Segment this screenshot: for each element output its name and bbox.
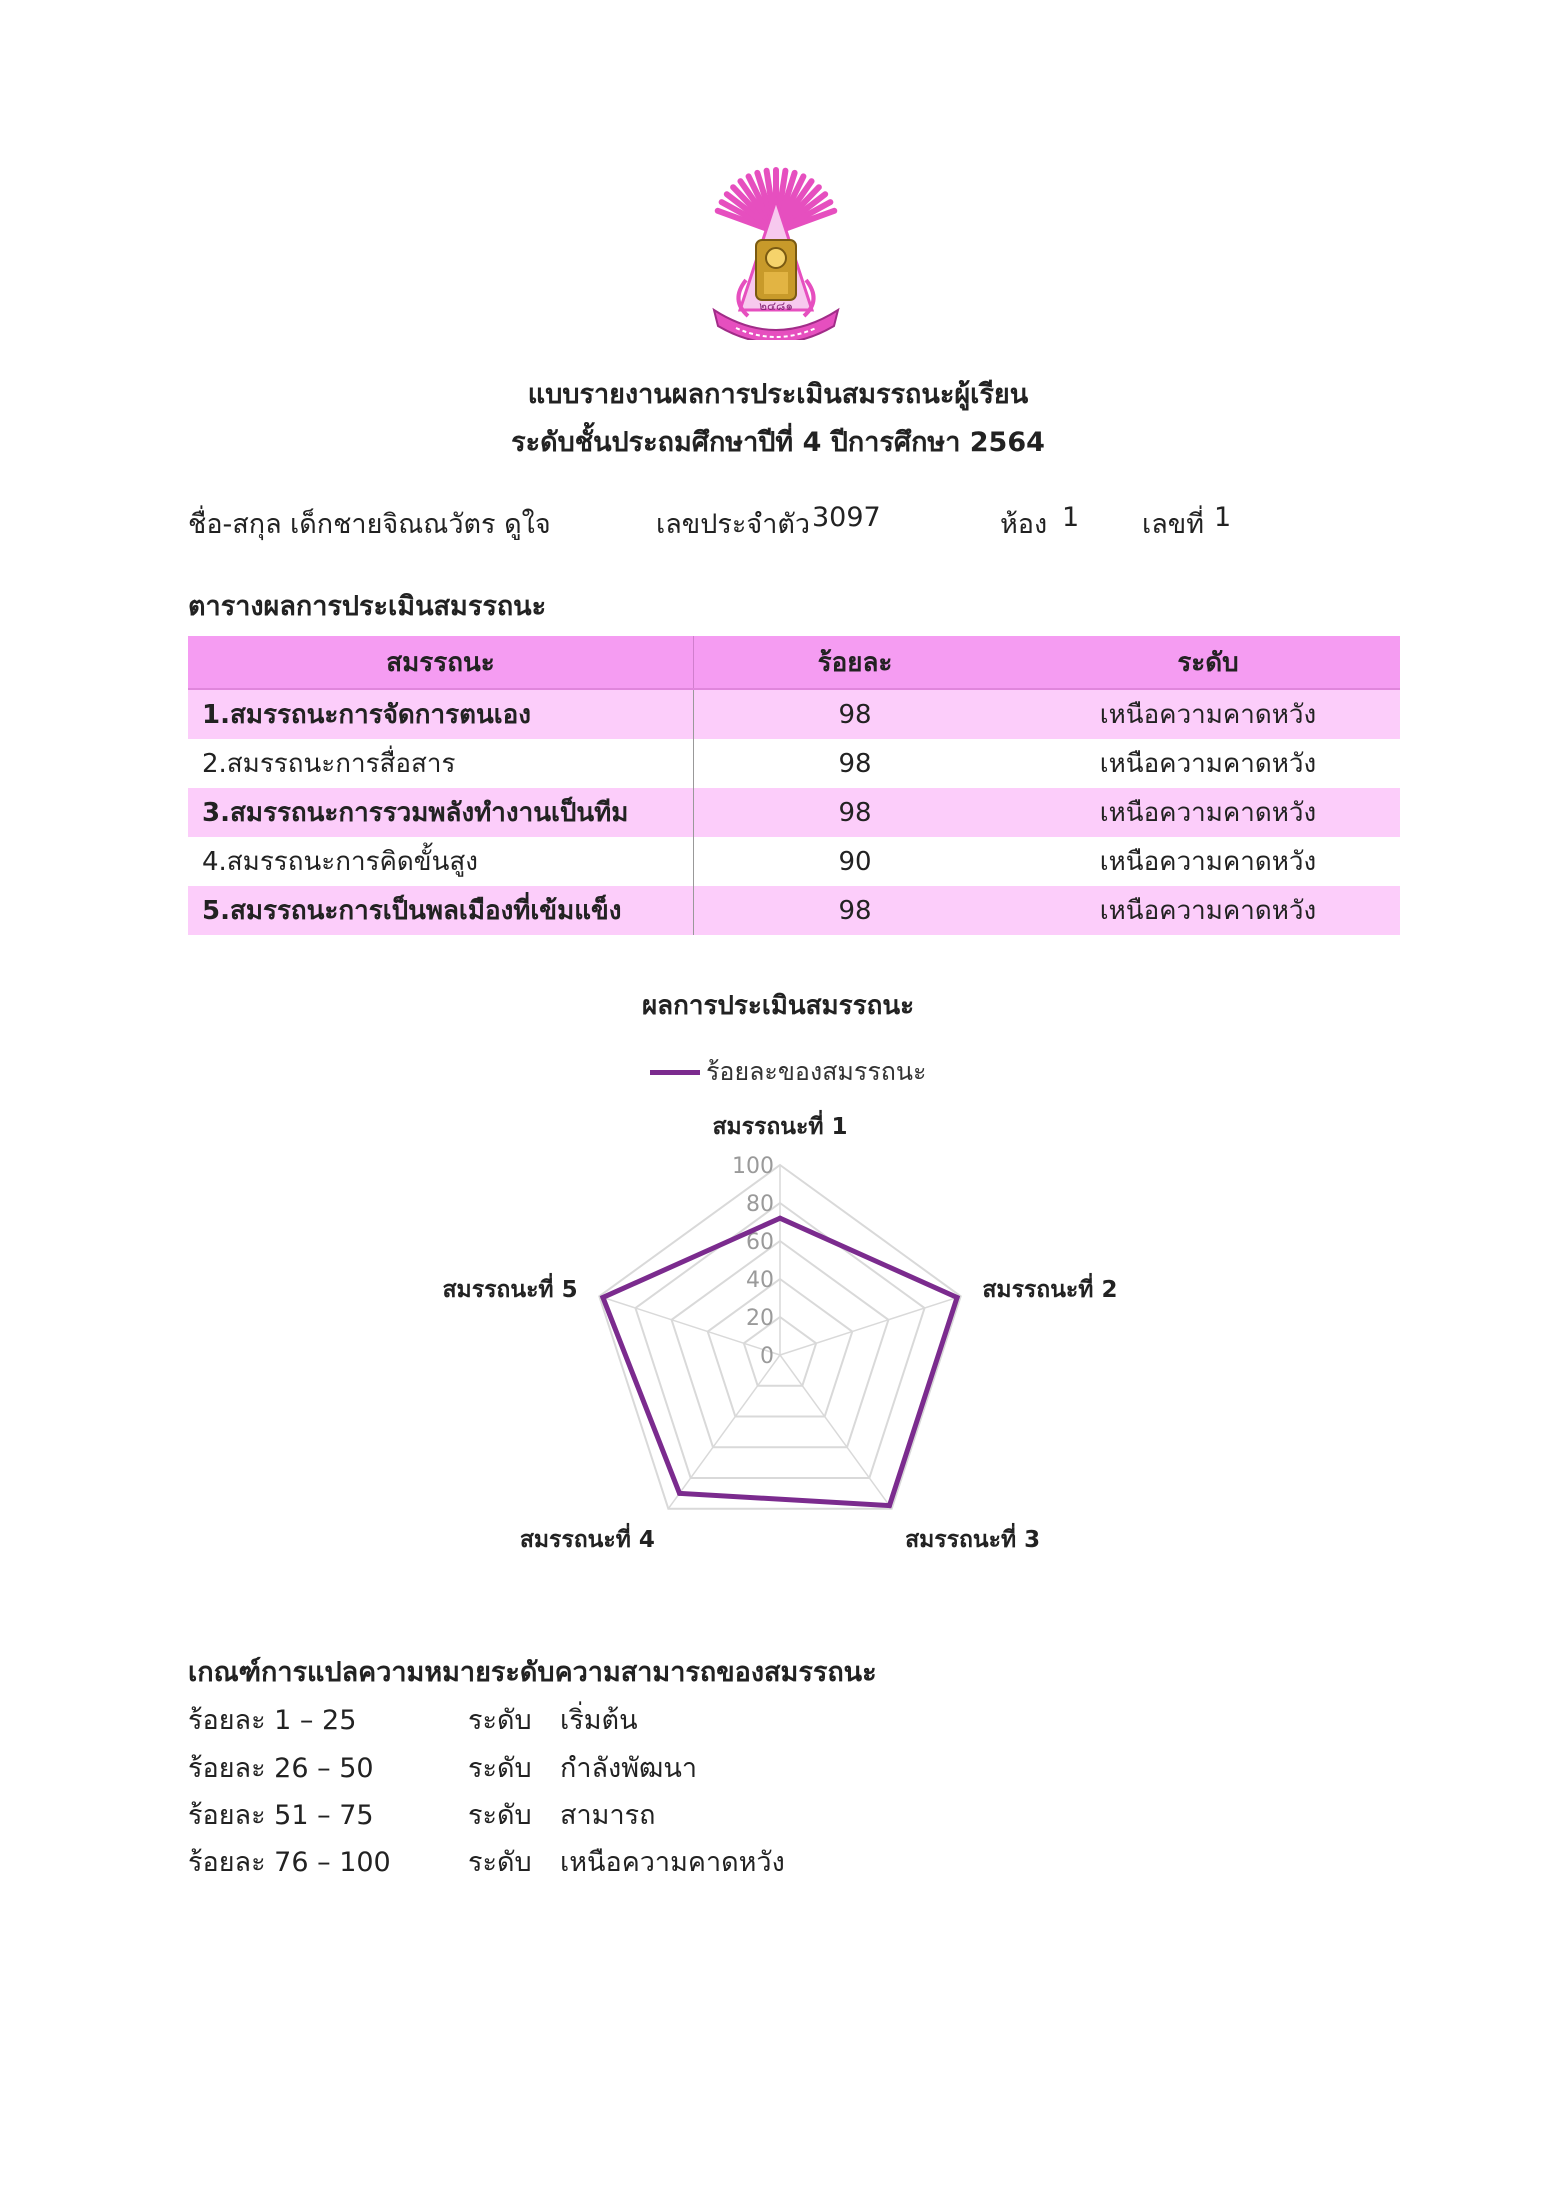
chart-legend <box>650 1055 926 1089</box>
competency-level: เหนือความคาดหวัง <box>1016 886 1400 935</box>
competency-name: 2.สมรรถนะการสื่อสาร <box>188 739 694 788</box>
radar-tick-label: 40 <box>746 1268 774 1293</box>
competency-level: เหนือความคาดหวัง <box>1016 739 1400 788</box>
radar-spoke <box>780 1355 892 1509</box>
table-heading: ตารางผลการประเมินสมรรถนะ <box>188 591 547 622</box>
student-id: 3097 <box>812 502 881 533</box>
criteria-level: เหนือความคาดหวัง <box>560 1847 785 1878</box>
radar-data-point <box>677 1491 682 1496</box>
radar-tick-label: 0 <box>760 1344 774 1369</box>
radar-data-point <box>887 1503 892 1508</box>
competency-name: 5.สมรรถนะการเป็นพลเมืองที่เข้มแข็ง <box>188 886 694 935</box>
criteria-range: ร้อยละ 26 – 50 <box>188 1753 374 1784</box>
radar-category-label: สมรรถนะที่ 5 <box>442 1277 578 1304</box>
radar-category-label: สมรรถนะที่ 3 <box>905 1527 1041 1554</box>
competency-name: 3.สมรรถนะการรวมพลังทำงานเป็นทีม <box>188 788 694 837</box>
criteria-level-label: ระดับ <box>468 1847 532 1878</box>
column-header-percent: ร้อยละ <box>694 636 1017 689</box>
column-header-competency: สมรรถนะ <box>188 636 694 689</box>
radar-category-label: สมรรถนะที่ 1 <box>712 1114 848 1141</box>
competency-percent: 98 <box>694 689 1017 739</box>
radar-tick-label: 100 <box>732 1154 774 1179</box>
competency-percent: 98 <box>694 788 1017 837</box>
radar-tick-label: 80 <box>746 1192 774 1217</box>
radar-spoke <box>780 1296 961 1355</box>
criteria-level: สามารถ <box>560 1800 656 1831</box>
criteria-level-label: ระดับ <box>468 1800 532 1831</box>
radar-data-point <box>600 1295 605 1300</box>
criteria-range: ร้อยละ 76 – 100 <box>188 1847 391 1878</box>
chart-title: ผลการประเมินสมรรถนะ <box>641 991 915 1021</box>
table-header-row <box>188 636 1400 689</box>
table-row <box>188 739 1400 788</box>
criteria-heading: เกณฑ์การแปลความหมายระดับความสามารถของสมรรถนะ <box>188 1657 877 1688</box>
room-value: 1 <box>1062 502 1080 533</box>
radar-category-label: สมรรถนะที่ 4 <box>519 1527 655 1554</box>
table-row <box>188 886 1400 935</box>
criteria-range: ร้อยละ 51 – 75 <box>188 1800 374 1831</box>
competency-level: เหนือความคาดหวัง <box>1016 689 1400 739</box>
legend-swatch <box>650 1070 700 1075</box>
radar-tick-label: 60 <box>746 1230 774 1255</box>
radar-spoke <box>668 1355 780 1509</box>
report-subtitle: ระดับชั้นประถมศึกษาปีที่ 4 ปีการศึกษา 2564 <box>511 427 1045 458</box>
competency-name: 4.สมรรถนะการคิดขั้นสูง <box>188 837 694 886</box>
report-title: แบบรายงานผลการประเมินสมรรถนะผู้เรียน <box>527 379 1029 410</box>
table-row <box>188 837 1400 886</box>
radar-tick-label: 20 <box>746 1306 774 1331</box>
student-id-label: เลขประจำตัว <box>656 509 811 540</box>
competency-level: เหนือความคาดหวัง <box>1016 788 1400 837</box>
radar-data-point <box>778 1216 783 1221</box>
legend-label: ร้อยละของสมรรถนะ <box>706 1057 927 1086</box>
school-emblem-logo <box>700 160 852 340</box>
table-row <box>188 689 1400 739</box>
table-row <box>188 788 1400 837</box>
student-name: เด็กชายจิณณวัตร ดูใจ <box>290 509 551 540</box>
radar-chart <box>400 1110 1160 1554</box>
competency-level: เหนือความคาดหวัง <box>1016 837 1400 886</box>
name-label: ชื่อ-สกุล <box>188 509 282 540</box>
radar-category-label: สมรรถนะที่ 2 <box>982 1277 1118 1304</box>
svg-text:๒๔๘๑: ๒๔๘๑ <box>759 299 793 313</box>
criteria-range: ร้อยละ 1 – 25 <box>188 1705 357 1736</box>
number-value: 1 <box>1214 502 1232 533</box>
competency-name: 1.สมรรถนะการจัดการตนเอง <box>188 689 694 739</box>
number-label: เลขที่ <box>1142 509 1205 540</box>
criteria-level: เริ่มต้น <box>560 1705 638 1736</box>
column-header-level: ระดับ <box>1016 636 1400 689</box>
competency-percent: 90 <box>694 837 1017 886</box>
criteria-level-label: ระดับ <box>468 1705 532 1736</box>
results-table <box>188 636 1400 935</box>
radar-data-point <box>955 1295 960 1300</box>
criteria-level-label: ระดับ <box>468 1753 532 1784</box>
competency-percent: 98 <box>694 886 1017 935</box>
competency-percent: 98 <box>694 739 1017 788</box>
criteria-level: กำลังพัฒนา <box>560 1753 698 1784</box>
room-label: ห้อง <box>1000 509 1048 540</box>
